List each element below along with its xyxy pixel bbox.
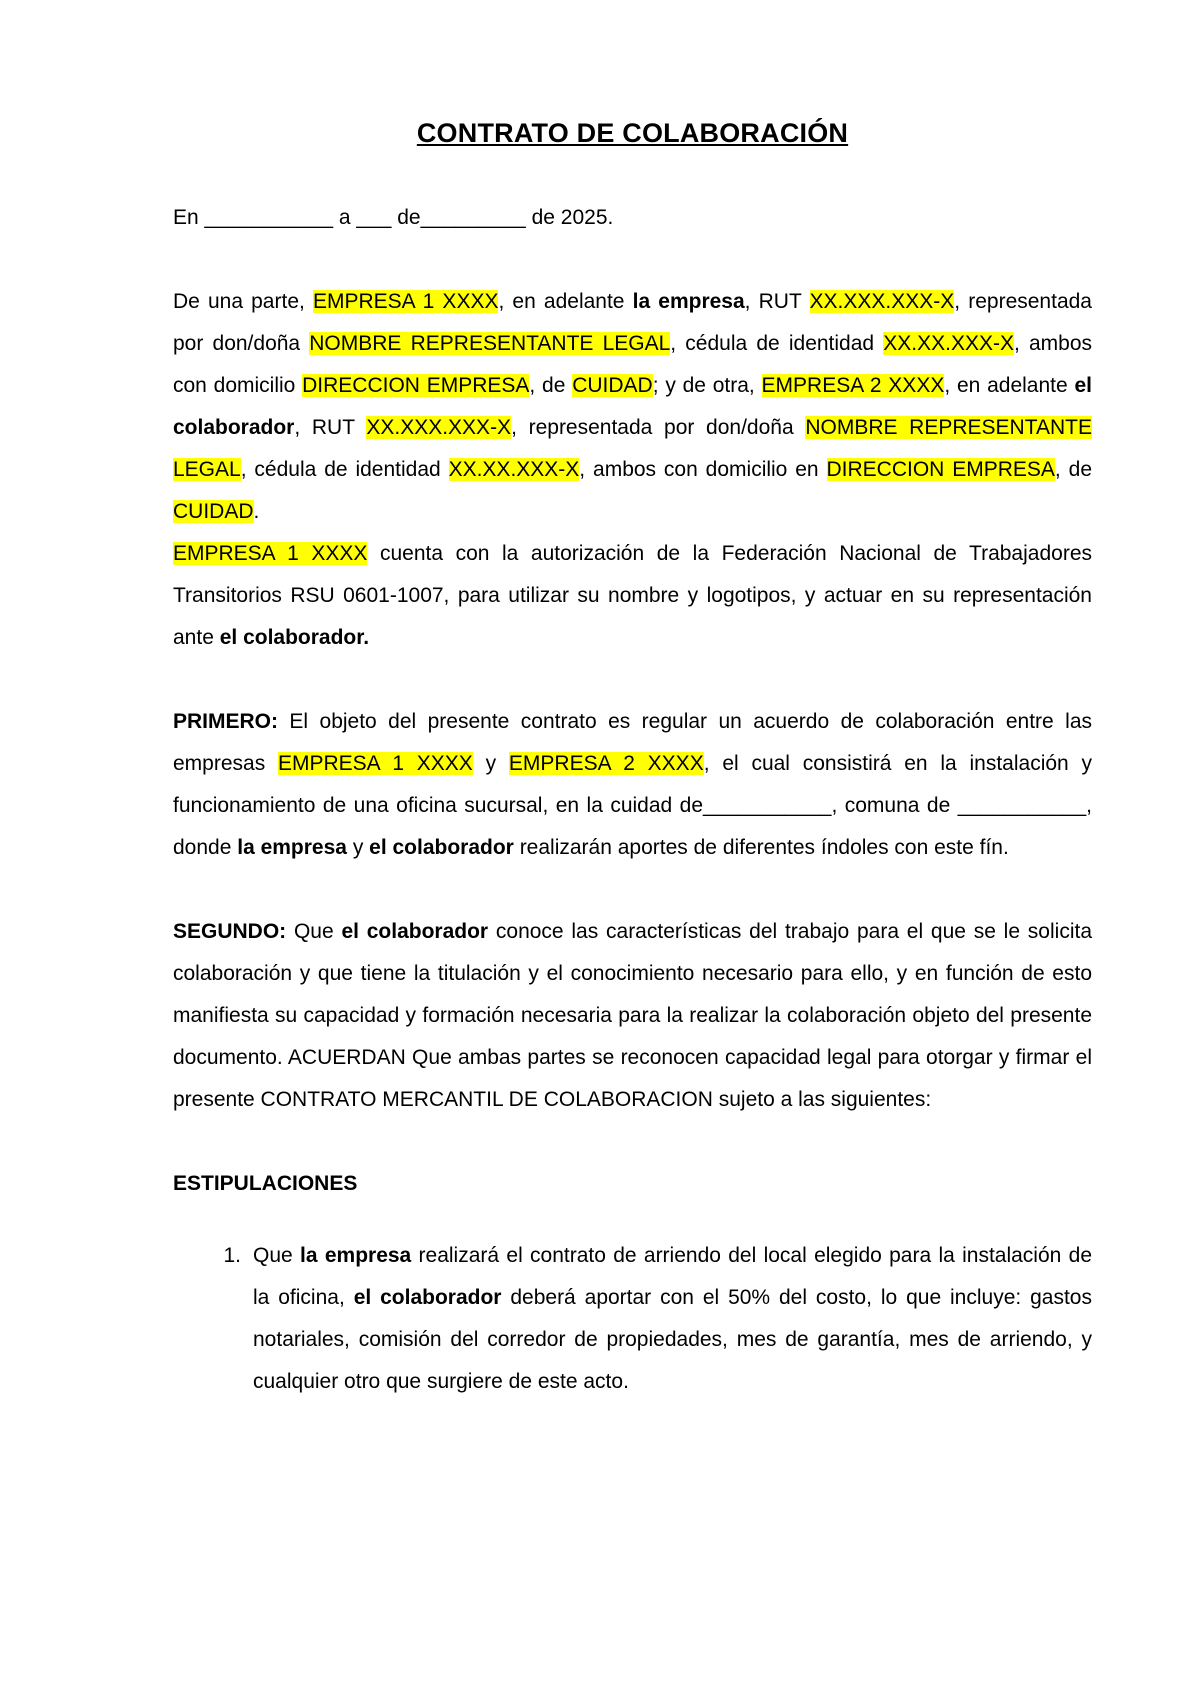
- blank-day: ___: [356, 206, 392, 229]
- placeholder-address-1: DIRECCION EMPRESA: [302, 374, 530, 397]
- placeholder-address-2: DIRECCION EMPRESA: [826, 458, 1055, 481]
- placeholder-representative-1: NOMBRE REPRESENTANTE LEGAL: [309, 332, 671, 355]
- date-text: En: [173, 206, 205, 229]
- term-the-collaborator: el colaborador: [341, 920, 489, 943]
- term-the-collaborator: el colaborador: [369, 836, 514, 859]
- section-heading-estipulaciones: ESTIPULACIONES: [173, 1172, 358, 1195]
- term-the-collaborator: el colaborador: [353, 1286, 502, 1309]
- authorization-paragraph: [173, 533, 1092, 659]
- list-item-body: [253, 1235, 1092, 1403]
- clause-label: SEGUNDO:: [173, 920, 287, 943]
- text: , cédula de identidad: [240, 458, 449, 481]
- text: conoce las características del trabajo para el que se le solicita colaboración y que tiene la titulación y el conocimiento necesario para ello, y en función de esto manifiesta su capacidad y formación necesaria para la realizar la colaboración objeto del presente documento. ACUERDAN Que ambas partes se reconocen capacidad legal para otorgar y firmar el presente CONTRATO MERCANTIL DE COLABORACION sujeto a las siguientes:: [173, 920, 1092, 1111]
- text: , cédula de identidad: [670, 332, 884, 355]
- blank-place: ___________: [204, 206, 334, 229]
- placeholder-rut-2: XX.XXX.XXX-X: [366, 416, 512, 439]
- placeholder-city-2: CUIDAD: [173, 500, 254, 523]
- blank-month: _________: [420, 206, 526, 229]
- text: El objeto del presente contrato es regular un acuerdo de colaboración entre las empresas: [173, 710, 1092, 775]
- placeholder-company-1: EMPRESA 1 XXXX: [312, 290, 499, 313]
- term-the-company: la empresa: [237, 836, 347, 859]
- text: , representada por don/doña: [511, 416, 806, 439]
- text: Que: [253, 1244, 301, 1267]
- clause-primero: [173, 701, 1092, 869]
- parties-paragraph: [173, 281, 1092, 533]
- placeholder-company-2: EMPRESA 2 XXXX: [761, 374, 945, 397]
- text: realizará el contrato de arriendo del local elegido para la instalación de la oficina,: [253, 1244, 1092, 1309]
- term-the-collaborator: el colaborador.: [219, 626, 370, 649]
- text: y: [346, 836, 370, 859]
- placeholder-city-1: CUIDAD: [572, 374, 653, 397]
- term-the-collaborator: el colaborador: [173, 374, 1092, 439]
- placeholder-company-1: EMPRESA 1 XXXX: [173, 542, 368, 565]
- text: cuenta con la autorización de la Federación Nacional de Trabajadores Transitorios RSU 0601-1007, para utilizar su nombre y logotipos, y actuar en su representación ante: [173, 542, 1092, 649]
- list-item: [173, 1235, 1092, 1403]
- text: realizarán aportes de diferentes índoles con este fín.: [513, 836, 1009, 859]
- text: , RUT: [294, 416, 367, 439]
- text: y: [472, 752, 509, 775]
- text: De una parte,: [173, 290, 313, 313]
- list-number: 1.: [223, 1244, 241, 1267]
- text: , en adelante: [944, 374, 1075, 397]
- clause-label: PRIMERO:: [173, 710, 278, 733]
- text: , el cual consistirá en la instalación y funcionamiento de una oficina sucursal, en la cuidad de___________, comuna de ___________, donde: [173, 752, 1093, 859]
- date-text: de: [391, 206, 421, 229]
- placeholder-rut-1: XX.XXX.XXX-X: [809, 290, 955, 313]
- text: Que: [286, 920, 342, 943]
- text: , RUT: [744, 290, 810, 313]
- placeholder-id-1: XX.XX.XXX-X: [883, 332, 1014, 355]
- date-text: de 2025.: [525, 206, 614, 229]
- date-text: a: [333, 206, 357, 229]
- text: deberá aportar con el 50% del costo, lo que incluye: gastos notariales, comisión del corredor de propiedades, mes de garantía, mes de arriendo, y cualquier otro que surgiere de este acto.: [253, 1286, 1092, 1393]
- text: , de: [529, 374, 573, 397]
- placeholder-representative-2: NOMBRE REPRESENTANTE LEGAL: [173, 416, 1092, 481]
- text: , en adelante: [498, 290, 633, 313]
- term-the-company: la empresa: [300, 1244, 412, 1267]
- date-line: [173, 197, 1092, 239]
- text: , ambos con domicilio en: [579, 458, 827, 481]
- text: , de: [1054, 458, 1092, 481]
- text: ; y de otra,: [652, 374, 762, 397]
- placeholder-id-2: XX.XX.XXX-X: [448, 458, 580, 481]
- text: .: [253, 500, 260, 523]
- clause-segundo: [173, 911, 1092, 1121]
- term-the-company: la empresa: [632, 290, 745, 313]
- document-title: CONTRATO DE COLABORACIÓN: [416, 118, 849, 148]
- text: , representada por don/doña: [173, 290, 1092, 355]
- placeholder-company-2: EMPRESA 2 XXXX: [508, 752, 704, 775]
- text: , ambos con domicilio: [173, 332, 1092, 397]
- estipulaciones-list: [173, 1235, 1092, 1403]
- placeholder-company-1: EMPRESA 1 XXXX: [278, 752, 473, 775]
